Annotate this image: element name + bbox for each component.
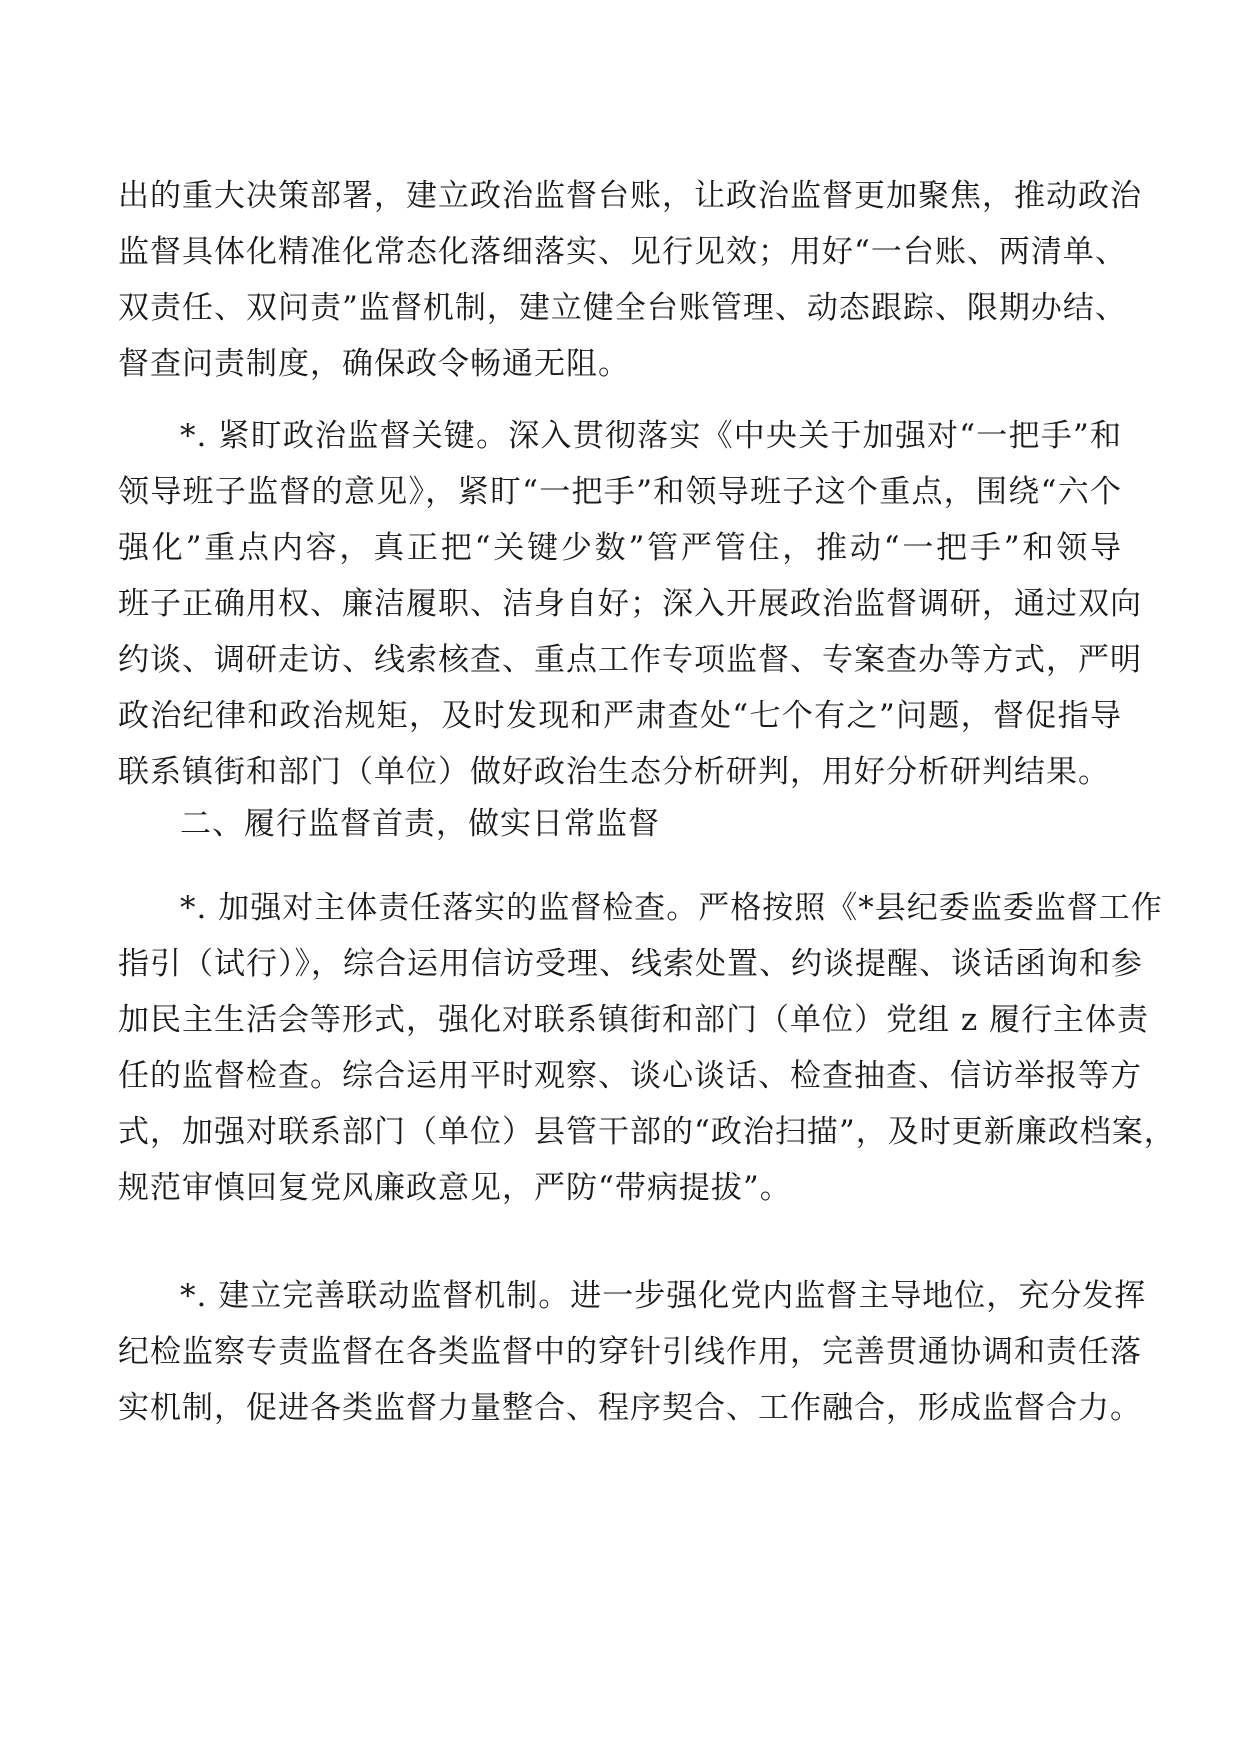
text-line: 约谈、调研走访、线索核查、重点工作专项监督、专案查办等方式，严明 <box>118 642 1142 678</box>
paragraph-political-supervision-ledger <box>118 168 1142 392</box>
text-line: 加民主生活会等形式，强化对联系镇街和部门（单位）党组 z 履行主体责 <box>118 1002 1150 1038</box>
text-line: 班子正确用权、廉洁履职、洁身自好；深入开展政治监督调研，通过双向 <box>118 586 1142 622</box>
paragraph-political-supervision-key <box>118 408 1142 800</box>
text-line: 双责任、双问责”监督机制，建立健全台账管理、动态跟踪、限期办结、 <box>118 290 1127 326</box>
text-line: 式，加强对联系部门（单位）县管干部的“政治扫描”，及时更新廉政档案， <box>118 1114 1176 1150</box>
text-line: *. 建立完善联动监督机制。进一步强化党内监督主导地位，充分发挥 <box>180 1278 1147 1314</box>
section-heading-text: 二、履行监督首责，做实日常监督 <box>180 806 660 842</box>
text-line: 任的监督检查。综合运用平时观察、谈心谈话、检查抽查、信访举报等方 <box>118 1058 1142 1094</box>
text-line: 督查问责制度，确保政令畅通无阻。 <box>118 346 630 382</box>
text-line: 监督具体化精准化常态化落细落实、见行见效；用好“一台账、两清单、 <box>118 234 1127 270</box>
text-line: 纪检监察专责监督在各类监督中的穿针引线作用，完善贯通协调和责任落 <box>118 1334 1142 1370</box>
text-line: 出的重大决策部署，建立政治监督台账，让政治监督更加聚焦，推动政治 <box>118 178 1142 214</box>
paragraph-linked-supervision-mechanism <box>118 1268 1147 1436</box>
text-line: 实机制，促进各类监督力量整合、程序契合、工作融合，形成监督合力。 <box>118 1390 1142 1426</box>
text-line: *. 加强对主体责任落实的监督检查。严格按照《*县纪委监委监督工作 <box>180 890 1163 926</box>
text-line: 领导班子监督的意见》，紧盯“一把手”和领导班子这个重点，围绕“六个 <box>118 474 1122 510</box>
paragraph-main-responsibility-inspection <box>118 880 1176 1216</box>
text-line: 联系镇街和部门（单位）做好政治生态分析研判，用好分析研判结果。 <box>118 754 1110 790</box>
section-heading-daily-supervision <box>118 796 1122 852</box>
text-line: 强化”重点内容，真正把“关键少数”管严管住，推动“一把手”和领导 <box>118 530 1122 566</box>
text-line: 政治纪律和政治规矩，及时发现和严肃查处“七个有之”问题，督促指导 <box>118 698 1122 734</box>
text-line: 指引（试行）》，综合运用信访受理、线索处置、约谈提醒、谈话函询和参 <box>118 946 1143 982</box>
text-line: *. 紧盯政治监督关键。深入贯彻落实《中央关于加强对“一把手”和 <box>180 418 1122 454</box>
text-line: 规范审慎回复党风廉政意见，严防“带病提拔”。 <box>118 1170 792 1206</box>
